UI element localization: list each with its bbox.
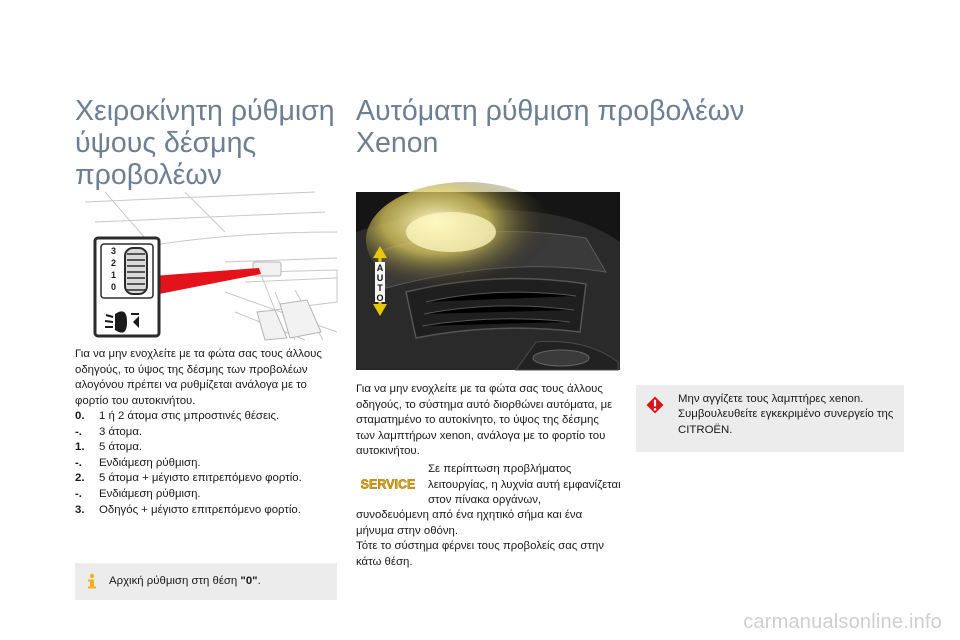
service-text-line-2: συνοδευόμενη από ένα ηχητικό σήμα και ένα μήνυμα στην οθόνη. xyxy=(356,509,583,537)
auto-letter-o: O xyxy=(376,293,384,303)
list-item xyxy=(75,440,337,456)
list-item xyxy=(75,503,337,519)
list-item-key: 3. xyxy=(75,503,85,516)
info-icon xyxy=(85,573,99,589)
list-item-value: 1 ή 2 άτομα στις μπροστινές θέσεις. xyxy=(99,410,280,422)
list-item xyxy=(75,425,337,441)
headlamp-dial-illustration xyxy=(75,192,337,340)
list-item-value: Ενδιάμεση ρύθμιση. xyxy=(99,487,201,500)
list-item-key: 1. xyxy=(75,441,85,454)
dial-label-1: 1 xyxy=(111,270,117,280)
list-item-value: 5 άτομα + μέγιστο επιτρεπόμενο φορτίο. xyxy=(99,472,302,485)
info-note-value: "0" xyxy=(240,575,258,587)
list-item xyxy=(75,456,337,472)
list-item-key: -. xyxy=(75,456,82,469)
service-logo-text: SERVICE xyxy=(360,477,416,492)
service-warning-icon xyxy=(360,475,416,493)
warning-icon xyxy=(646,396,664,414)
list-item-value: Οδηγός + μέγιστο επιτρεπόμενο φορτίο. xyxy=(99,503,301,516)
left-intro-text: Για να μην ενοχλείτε με τα φώτα σας τους άλλους οδηγούς, το ύψος της δέσμης των προβολέων αλογόνου πρέπει να ρυθμίζεται ανάλογα με το φορτίο του αυτοκινήτου. xyxy=(75,348,322,407)
xenon-headlamp-illustration xyxy=(356,192,620,370)
list-item-value: 3 άτομα. xyxy=(99,425,143,438)
watermark: carmanualsonline.info xyxy=(743,611,942,633)
auto-arrow-icon xyxy=(373,246,387,316)
service-text-line-3: Τότε το σύστημα φέρνει τους προβολείς σας στην κάτω θέση. xyxy=(356,540,604,568)
list-item-key: -. xyxy=(75,425,82,438)
service-text: Σε περίπτωση προβλήματος λειτουργίας, η λυχνία αυτή εμφανίζεται στον πίνακα οργάνων, xyxy=(428,463,621,507)
right-intro-text: Για να μην ενοχλείτε με τα φώτα σας τους άλλους οδηγούς, το σύστημα αυτό διορθώνει αυτόματα, με σταματημένο το αυτοκίνητο, το ύψος της δέσμης των λαμπτήρων xenon, ανάλογα με το φορτίο του αυτοκινήτου. xyxy=(356,383,613,458)
right-section-title: Αυτόματη ρύθμιση προβολέων Xenon xyxy=(356,95,745,159)
list-item xyxy=(75,471,337,487)
list-item-key: 0. xyxy=(75,410,85,422)
list-item-key: -. xyxy=(75,487,82,500)
list-item-key: 2. xyxy=(75,472,85,485)
dashboard-drawing xyxy=(75,192,337,340)
auto-letter-t: T xyxy=(377,283,383,293)
list-item-value: 5 άτομα. xyxy=(99,441,143,454)
info-note-suffix: . xyxy=(257,575,261,587)
auto-letter-u: U xyxy=(376,273,384,283)
info-note-text xyxy=(109,574,261,589)
auto-letter-a: A xyxy=(376,263,384,273)
warning-note-text: Μην αγγίζετε τους λαμπτήρες xenon. Συμβουλευθείτε εγκεκριμένο συνεργείο της CITROËN. xyxy=(678,393,894,436)
dial-label-0: 0 xyxy=(111,282,117,292)
left-section-title: Χειροκίνητη ρύθμιση ύψους δέσμης προβολέων xyxy=(75,95,335,191)
list-item xyxy=(75,409,337,425)
info-note-box xyxy=(75,563,337,600)
warning-note-box xyxy=(636,385,904,452)
info-note-prefix: Αρχική ρύθμιση στη θέση xyxy=(109,575,241,587)
dial-label-3: 3 xyxy=(111,246,117,256)
load-settings-list xyxy=(75,409,337,518)
service-text-continued xyxy=(356,508,622,570)
list-item xyxy=(75,487,337,503)
dial-label-2: 2 xyxy=(111,258,117,268)
list-item-value: Ενδιάμεση ρύθμιση. xyxy=(99,456,201,469)
car-front-drawing xyxy=(356,192,620,370)
